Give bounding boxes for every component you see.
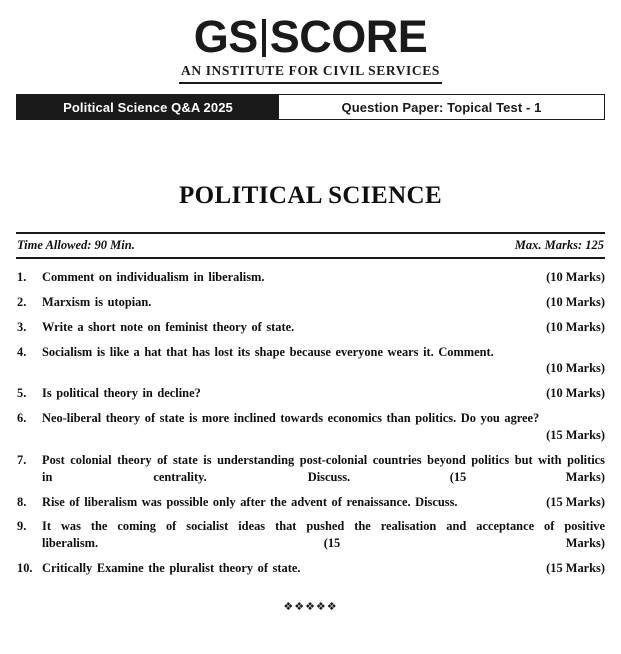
question-number: 10. [17, 561, 33, 576]
question-text: Socialism is like a hat that has lost its shape because everyone wears it. Comment. [42, 344, 494, 359]
question-number: 6. [17, 411, 27, 426]
footer-ornament: ❖❖❖❖❖ [283, 600, 338, 613]
question-marks: (10 Marks) [546, 294, 605, 309]
logo-separator-bar-icon [262, 19, 266, 57]
questions-list [16, 269, 605, 577]
question-marks-spacer [98, 536, 324, 550]
question-text: Neo-liberal theory of state is more inclined towards economics than politics. Do you agree? [42, 411, 540, 426]
banner-subject-label: Political Science Q&A 2025 [17, 95, 279, 119]
question-marks: (15 Marks) [323, 536, 605, 551]
question-marks-spacer [350, 470, 450, 484]
question-marks: (15 Marks) [449, 469, 605, 484]
question-number: 3. [17, 319, 27, 334]
question-marks: (15 Marks) [546, 494, 605, 509]
question-number: 2. [17, 294, 27, 309]
question-row [16, 410, 605, 444]
logo-text-score: SCORE [269, 11, 428, 62]
question-body [42, 410, 605, 444]
question-text: It was the coming of socialist ideas that pushed the realisation and acceptance of positive liberalism. [42, 519, 605, 551]
question-row [16, 452, 605, 486]
question-row [16, 344, 605, 378]
question-row [16, 269, 605, 286]
institute-tagline: AN INSTITUTE FOR CIVIL SERVICES [179, 63, 442, 84]
question-body [42, 452, 605, 486]
banner-paper-label: Question Paper: Topical Test - 1 [341, 99, 542, 115]
question-text: Marxism is utopian. [42, 294, 152, 309]
question-marks: (10 Marks) [546, 386, 605, 401]
question-body [42, 494, 605, 511]
question-text: Rise of liberalism was possible only after the advent of renaissance. Discuss. [42, 494, 458, 509]
question-text: Is political theory in decline? [42, 386, 201, 401]
question-number: 4. [17, 344, 27, 359]
question-marks: (10 Marks) [546, 361, 605, 376]
question-row [16, 294, 605, 311]
question-text: Write a short note on feminist theory of state. [42, 319, 295, 334]
question-row [16, 518, 605, 552]
question-row [16, 560, 605, 577]
question-body [42, 269, 605, 286]
question-body [42, 319, 605, 336]
question-text: Critically Examine the pluralist theory of state. [42, 561, 301, 576]
meta-divider-bottom [16, 257, 605, 259]
gs-score-logo [16, 11, 605, 62]
question-number: 1. [17, 270, 27, 284]
question-body [42, 518, 605, 552]
tagline-wrapper [16, 62, 605, 84]
subject-banner [16, 94, 605, 120]
max-marks-label: Max. Marks: 125 [514, 238, 604, 252]
question-row [16, 319, 605, 336]
question-marks: (15 Marks) [546, 561, 605, 576]
time-allowed-label: Time Allowed: 90 Min. [17, 238, 135, 252]
question-number: 7. [17, 452, 27, 467]
masthead [16, 0, 605, 84]
question-marks: (10 Marks) [546, 319, 605, 334]
question-body [42, 385, 605, 402]
logo-text-gs: GS [193, 11, 258, 62]
question-number: 9. [17, 519, 27, 534]
question-body [42, 344, 605, 378]
question-row [16, 494, 605, 511]
exam-meta-row [16, 234, 605, 257]
question-text: Post colonial theory of state is understanding post-colonial countries beyond politics but with politics in centrality. Discuss. [42, 452, 605, 484]
question-marks: (15 Marks) [546, 428, 605, 443]
question-marks: (10 Marks) [546, 270, 605, 284]
question-body [42, 294, 605, 311]
page-title: POLITICAL SCIENCE [178, 182, 443, 209]
question-number: 8. [17, 494, 27, 509]
question-number: 5. [17, 386, 27, 401]
question-row [16, 385, 605, 402]
question-body [42, 560, 605, 577]
question-text: Comment on individualism in liberalism. [42, 270, 265, 284]
